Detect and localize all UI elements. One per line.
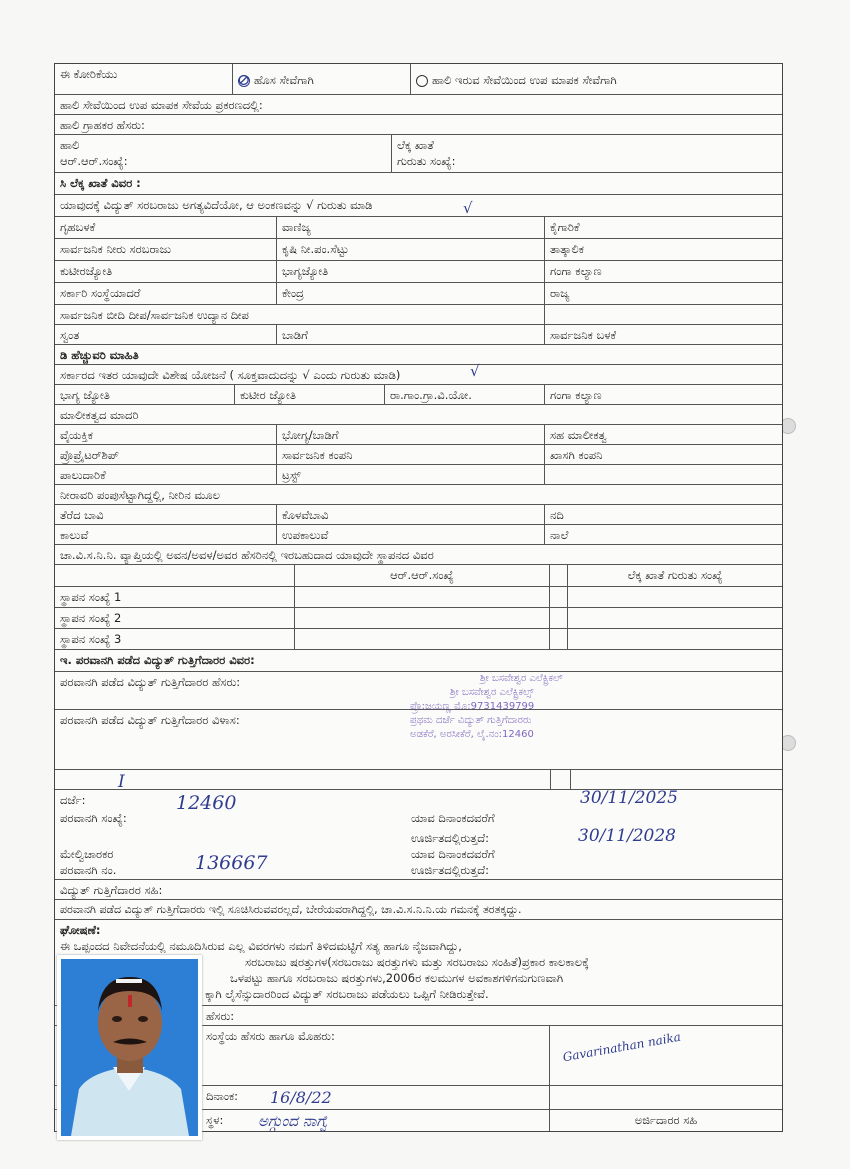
rr-number-field[interactable] — [55, 135, 392, 172]
license-valid-till-value: 30/11/2025 — [580, 788, 678, 808]
section-e-heading-row — [55, 650, 782, 672]
ownership-type-option[interactable]: ಖಾಸಗಿ ಕಂಪನಿ — [550, 448, 603, 462]
supervisor-valid-suffix: ಊರ್ಜಿತದಲ್ಲಿರುತ್ತದೆ: — [411, 863, 489, 877]
valid-till-label: ಯಾವ ದಿನಾಂಕದವರೆಗೆ — [411, 811, 495, 825]
applicant-signature: Gavarinathan naika — [561, 1029, 682, 1065]
section-c-heading: ಸಿ ಲೆಕ್ಕ ಖಾತೆ ವಿವರ : — [60, 176, 141, 190]
water-heading-row — [55, 485, 782, 505]
installation-label: ಸ್ಥಾಪನ ಸಂಖ್ಯೆ 2 — [55, 608, 295, 628]
connection-type-option[interactable]: ಕೇಂದ್ರ — [277, 283, 545, 304]
connection-type-option[interactable]: ರಾಜ್ಯ — [550, 286, 570, 300]
section-e-heading: ಇ. ಪರವಾನಗಿ ಪಡೆದ ವಿದ್ಯುತ್ ಗುತ್ತಿಗೆದಾರರ ವಿವರ: — [60, 653, 255, 667]
license-number-value: 12460 — [176, 792, 237, 814]
water-source-option[interactable]: ನದಿ — [550, 508, 564, 522]
scheme-instruction-row — [55, 365, 782, 385]
scheme-instruction: ಸರ್ಕಾರದ ಇತರ ಯಾವುದೇ ವಿಶೇಷ ಯೋಜನೆ ( ಸೂಕ್ತವಾದುದನ್ನು √ ಎಂದು ಗುರುತು ಮಾಡಿ) — [60, 368, 401, 382]
connection-type-row — [55, 217, 782, 239]
license-label: ಪರವಾನಗಿ ಸಂಖ್ಯೆ: — [60, 811, 127, 825]
stamp-line: ಪ್ರೊ:ಜಯಣ್ಣ ಮೊ:9731439799 — [410, 701, 535, 712]
connection-type-row — [55, 239, 782, 261]
stamp-line: ಅಡಕೆರೆ, ಅರಸೀಕೆರೆ, ಲೈ.ನಂ:12460 — [410, 729, 534, 740]
scheme-bhagya-jyothi[interactable]: ಭಾಗ್ಯ ಜ್ಯೋತಿ — [55, 385, 235, 404]
blank-cell — [551, 770, 571, 789]
consumer-name-row — [55, 115, 782, 135]
request-row — [55, 64, 782, 95]
water-source-heading: ನೀರಾವರಿ ಪಂಪುಸೆಟ್ಟಾಗಿದ್ದಲ್ಲಿ, ನೀರಿನ ಮೂಲ — [60, 488, 221, 502]
option-new-service[interactable] — [233, 64, 411, 94]
checkmark-icon: √ — [470, 362, 480, 380]
installation-header-blank — [55, 565, 295, 586]
water-source-option[interactable]: ಕಾಲುವೆ — [55, 525, 277, 544]
ownership-type-option[interactable]: ವೈಯಕ್ತಿಕ — [55, 425, 277, 444]
installation-row — [55, 587, 782, 608]
connection-type-row — [55, 261, 782, 283]
date-value: 16/8/22 — [270, 1088, 332, 1107]
usage-row — [55, 325, 782, 345]
person-photo-icon — [61, 959, 198, 1136]
rr-account-row — [55, 135, 782, 173]
connection-type-option[interactable]: ಭಾಗ್ಯಜ್ಯೋತಿ — [277, 261, 545, 282]
connection-type-row — [55, 283, 782, 305]
checkmark-icon: √ — [463, 199, 473, 217]
installation-input[interactable] — [550, 629, 568, 649]
ownership-type-row — [55, 465, 782, 485]
installation-input[interactable] — [550, 587, 568, 607]
grade-label: ದರ್ಜೆ: — [60, 793, 86, 807]
note-row — [55, 900, 782, 920]
escom-row — [55, 545, 782, 565]
section-c-heading-row — [55, 173, 782, 195]
ownership-type-option[interactable]: ಪಾಲುದಾರಿಕೆ — [55, 465, 277, 484]
stamp-line: ಶ್ರೀ ಬಸವೇಶ್ವರ ಎಲೆಕ್ಟ್ರಿಕಲ್ಸ್ — [450, 687, 534, 698]
connection-type-option[interactable]: ಕೃಷಿ ನೀ.ಪಂ.ಸೆಟ್ಟು — [277, 239, 545, 260]
valid-suffix-label: ಊರ್ಜಿತದಲ್ಲಿರುತ್ತದೆ: — [411, 831, 489, 845]
installation-input[interactable] — [568, 587, 782, 607]
blank-cell — [571, 770, 782, 789]
section-d-heading-row — [55, 345, 782, 365]
rent-option[interactable]: ಬಾಡಿಗೆ — [277, 325, 545, 344]
declaration-line2: ಸರಬರಾಜು ಷರತ್ತುಗಳ(ಸರಬರಾಜು ಷರತ್ತುಗಳು ಮತ್ತು ಸರಬರಾಜು ಸಂಹಿತೆ)ಪ್ರಕಾರ ಕಾಲಕಾಲಕ್ಕೆ — [245, 955, 589, 969]
place-label: ಸ್ಥಳ: — [200, 1110, 550, 1131]
section-d-heading: ಡಿ ಹೆಚ್ಚುವರಿ ಮಾಹಿತಿ — [60, 348, 139, 362]
declaration-line3: ಒಳಪಟ್ಟು ಹಾಗೂ ಸರಬರಾಜು ಷರತ್ತುಗಳು,2006ರ ಕಲಮುಗಳ ಅವಕಾಶಗಳಿಗನುಗುಣವಾಗಿ — [230, 971, 564, 985]
contractor-signature-label: ವಿದ್ಯುತ್ ಗುತ್ತಿಗೆದಾರರ ಸಹಿ: — [60, 883, 163, 897]
blank-row — [55, 770, 782, 790]
declaration-line4: ಕ್ಕಾಗಿ ಲೈಸೆನ್ಸುದಾರರಿಂದ ವಿದ್ಯುತ್ ಸರಬರಾಜು ಪಡೆಯಲು ಒಪ್ಪಿಗೆ ನೀಡಿರುತ್ತೇವೆ. — [205, 987, 489, 1001]
street-light-option[interactable]: ಸಾರ್ವಜನಿಕ ಬೀದಿ ದೀಪ/ಸಾರ್ವಜನಿಕ ಉದ್ಯಾನ ದೀಪ — [55, 305, 545, 324]
ownership-heading-row — [55, 405, 782, 425]
connection-type-option[interactable]: ಗಂಗಾ ಕಲ್ಯಾಣ — [550, 264, 602, 278]
section-c-instruction: ಯಾವುದಕ್ಕೆ ವಿದ್ಯುತ್ ಸರಬರಾಜು ಅಗತ್ಯವಿದೆಯೋ, ಆ ಅಂಕಣವನ್ನು √ ಗುರುತು ಮಾಡಿ — [60, 198, 373, 212]
sub-meter-case-label: ಹಾಲಿ ಸೇವೆಯಿಂದ ಉಪ ಮಾಪಕ ಸೇವೆಯ ಪ್ರಕರಣದಲ್ಲಿ: — [60, 98, 263, 112]
request-label: ಈ ಕೋರಿಕೆಯು — [55, 64, 233, 94]
date-label: ದಿನಾಂಕ: — [200, 1086, 550, 1109]
tick-new-service: ⊘ — [237, 70, 251, 89]
supervisor-label-line2: ಪರವಾನಗಿ ನಂ. — [60, 863, 117, 877]
ownership-type-option[interactable]: ಭೋಗ್ಯ/ಬಾಡಿಗೆ — [277, 425, 545, 444]
consumer-name-label: ಹಾಲಿ ಗ್ರಾಹಕರ ಹೆಸರು: — [60, 118, 145, 132]
installation-input[interactable] — [568, 608, 782, 628]
scheme-rggvy[interactable]: ರಾ.ಗಾಂ.ಗ್ರಾ.ವಿ.ಯೋ. — [385, 385, 545, 404]
water-source-option[interactable]: ನಾಲೆ — [550, 528, 569, 542]
installation-row — [55, 629, 782, 650]
account-label-line2: ಗುರುತು ಸಂಖ್ಯೆ: — [397, 154, 456, 168]
connection-type-option[interactable]: ಸರ್ಕಾರಿ ಸಂಸ್ಥೆಯಾದರೆ — [55, 283, 277, 304]
own-option[interactable]: ಸ್ವಂತ — [55, 325, 277, 344]
connection-type-option[interactable]: ಕುಟೀರಜ್ಯೋತಿ — [55, 261, 277, 282]
connection-type-option[interactable]: ಸಾರ್ವಜನಿಕ ನೀರು ಸರಬರಾಜು — [55, 239, 277, 260]
water-source-option[interactable]: ಉಪಕಾಲುವೆ — [277, 525, 545, 544]
installation-input[interactable] — [295, 608, 550, 628]
applicant-signature-label: ಅರ್ಜಿದಾರರ ಸಹಿ — [634, 1113, 698, 1127]
water-source-option[interactable]: ಕೊಳವೆಬಾವಿ — [277, 505, 545, 524]
declaration-line1: ಈ ಒಪ್ಪಂದದ ನಿವೇದನೆಯಲ್ಲಿ ನಮೂದಿಸಿರುವ ಎಲ್ಲ ವಿವರಗಳು ನಮಗೆ ತಿಳಿದಮಟ್ಟಿಗೆ ಸತ್ಯ ಹಾಗೂ ನೈಜವಾಗಿದ್ದು, — [60, 939, 462, 953]
connection-type-option[interactable]: ಗೃಹಬಳಕೆ — [55, 217, 277, 238]
scheme-kuteera-jyothi[interactable]: ಕುಟೀರ ಜ್ಯೋತಿ — [235, 385, 385, 404]
contractor-note: ಪರವಾನಗಿ ಪಡೆದ ವಿದ್ಯುತ್ ಗುತ್ತಿಗೆದಾರರು ಇಲ್ಲಿ ಸೂಚಿಸಿರುವವರಲ್ಲದೆ, ಬೇರೆಯವರಾಗಿದ್ದಲ್ಲಿ, ಚಾ.ವಿ.ಸ.ನಿ.ನಿ.ಯ ಗಮನಕ್ಕೆ ತರತಕ್ಕದ್ದು. — [60, 903, 522, 916]
connection-type-option[interactable]: ತಾತ್ಕಾಲಿಕ — [550, 242, 584, 256]
installation-input[interactable] — [568, 629, 782, 649]
ownership-type-option[interactable]: ಸಹ ಮಾಲೀಕತ್ವ — [550, 428, 607, 442]
water-source-row — [55, 525, 782, 545]
water-source-option[interactable]: ತೆರೆದ ಬಾವಿ — [55, 505, 277, 524]
installation-input[interactable] — [295, 629, 550, 649]
street-light-blank — [545, 305, 782, 324]
contractor-stamp — [410, 672, 563, 742]
date-blank — [550, 1086, 782, 1109]
account-id-field[interactable] — [392, 135, 782, 172]
grade-value: I — [118, 772, 125, 792]
installation-input[interactable] — [550, 608, 568, 628]
rr-label-line1: ಹಾಲಿ — [60, 138, 80, 152]
ownership-type-option[interactable]: ಟ್ರಸ್ಟ್ — [277, 465, 545, 484]
supervisor-label-line1: ಮೇಲ್ವಿಚಾರಕರ — [60, 847, 114, 861]
option-existing-label: ಹಾಲಿ ಇರುವ ಸೇವೆಯಿಂದ ಉಪ ಮಾಪಕ ಸೇವೆಗಾಗಿ — [432, 73, 617, 87]
ownership-heading: ಮಾಲೀಕತ್ವದ ಮಾದರಿ — [60, 408, 139, 422]
ownership-type-option[interactable] — [545, 465, 782, 484]
installation-label: ಸ್ಥಾಪನ ಸಂಖ್ಯೆ 1 — [55, 587, 295, 607]
scheme-ganga-kalyana[interactable]: ಗಂಗಾ ಕಲ್ಯಾಣ — [550, 388, 602, 402]
rr-column-header: ಆರ್.ಆರ್.ಸಂಖ್ಯೆ — [295, 565, 550, 586]
installation-header-row — [55, 565, 782, 587]
place-value: ಅಗ್ಗುಂದ ನಾಗ್ವೆ — [258, 1112, 328, 1130]
blank-cell — [55, 770, 551, 789]
water-source-row — [55, 505, 782, 525]
contractor-signature-row — [55, 880, 782, 900]
declaration-heading: ಘೋಷಣೆ: — [60, 923, 101, 937]
stamp-line: ಶ್ರೀ ಬಸವೇಶ್ವರ ಎಲೆಕ್ಟ್ರಿಕಲ್ — [480, 673, 563, 684]
applicant-photo — [57, 955, 202, 1140]
ownership-type-row — [55, 445, 782, 465]
ownership-type-option[interactable]: ಪ್ರೊಪ್ರೈಟರ್‌ಶಿಪ್ — [55, 445, 277, 464]
col-spacer — [550, 565, 568, 586]
installation-input[interactable] — [295, 587, 550, 607]
street-light-row — [55, 305, 782, 325]
sub-meter-row — [55, 95, 782, 115]
account-label-line1: ಲೆಕ್ಕ ಖಾತೆ — [397, 138, 434, 152]
declarant-name-label: ಹೆಸರು: — [200, 1006, 782, 1025]
org-seal-label: ಸಂಸ್ಥೆಯ ಹೆಸರು ಹಾಗೂ ಮೊಹರು: — [200, 1026, 550, 1085]
connection-type-option[interactable]: ಕೈಗಾರಿಕೆ — [550, 220, 580, 234]
rr-label-line2: ಆರ್.ಆರ್.ಸಂಖ್ಯೆ: — [60, 154, 128, 168]
supervisor-valid-till-label: ಯಾವ ದಿನಾಂಕದವರೆಗೆ — [411, 847, 495, 861]
installation-label: ಸ್ಥಾಪನ ಸಂಖ್ಯೆ 3 — [55, 629, 295, 649]
ownership-type-option[interactable]: ಸಾರ್ವಜನಿಕ ಕಂಪನಿ — [277, 445, 545, 464]
escom-installation-heading: ಚಾ.ವಿ.ಸ.ನಿ.ನಿ. ವ್ಯಾಪ್ತಿಯಲ್ಲಿ ಅವನ/ಅವಳ/ಅವರ ಹೆಸರಿನಲ್ಲಿ ಇರಬಹುದಾದ ಯಾವುದೇ ಸ್ಥಾಪನದ ವಿವರ — [60, 548, 434, 562]
supervisor-valid-till-value: 30/11/2028 — [578, 826, 676, 846]
contractor-name-label: ಪರವಾನಗಿ ಪಡೆದ ವಿದ್ಯುತ್ ಗುತ್ತಿಗೆದಾರರ ಹೆಸರು: — [60, 675, 241, 689]
ownership-type-row — [55, 425, 782, 445]
option-new-label: ಹೊಸ ಸೇವೆಗಾಗಿ — [254, 73, 314, 87]
radio-existing-service[interactable] — [416, 75, 428, 87]
section-c-instruction-row — [55, 195, 782, 217]
stamp-line: ಪ್ರಥಮ ದರ್ಜೆ ವಿದ್ಯುತ್ ಗುತ್ತಿಗೆದಾರರು — [410, 715, 532, 726]
public-use-option[interactable]: ಸಾರ್ವಜನಿಕ ಬಳಕೆ — [550, 328, 617, 342]
contractor-address-label: ಪರವಾನಗಿ ಪಡೆದ ವಿದ್ಯುತ್ ಗುತ್ತಿಗೆದಾರರ ವಿಳಾಸ: — [60, 713, 240, 727]
installation-row — [55, 608, 782, 629]
option-existing-service[interactable] — [411, 64, 782, 94]
schemes-row — [55, 385, 782, 405]
account-column-header: ಲೆಕ್ಕ ಖಾತೆ ಗುರುತು ಸಂಖ್ಯೆ — [627, 568, 723, 582]
connection-type-option[interactable]: ವಾಣಿಜ್ಯ — [277, 217, 545, 238]
supervisor-license-value: 136667 — [195, 852, 268, 874]
